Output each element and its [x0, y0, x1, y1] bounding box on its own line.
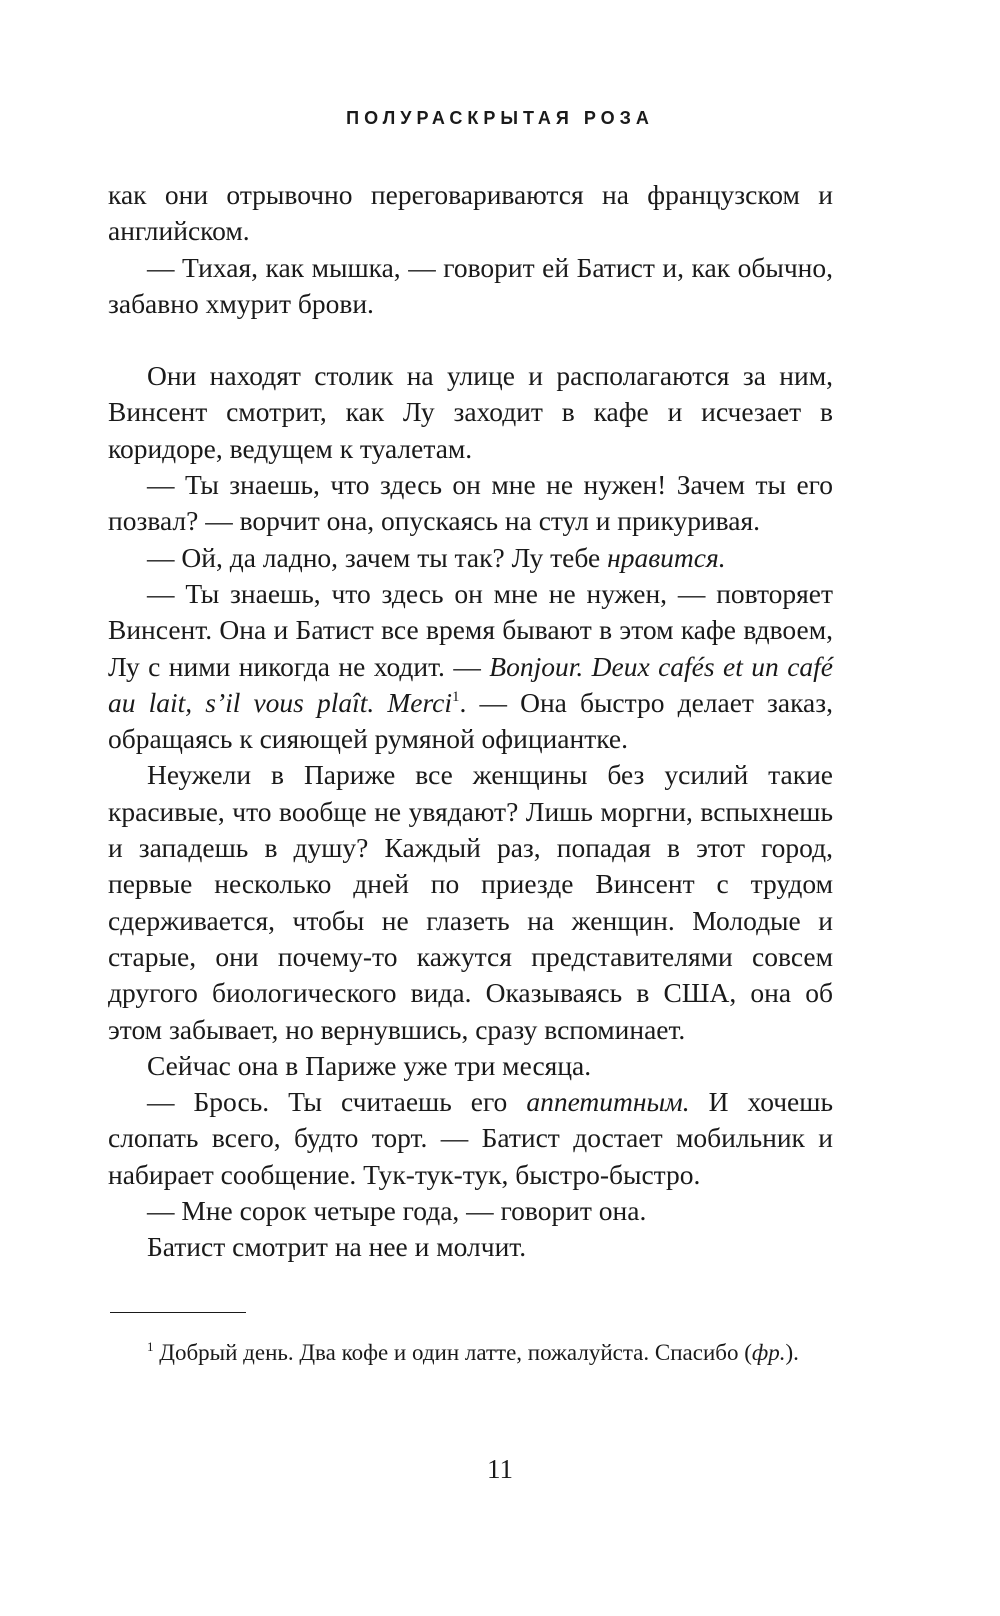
text-span: Добрый день. Два кофе и один латте, пожалуйста. Спасибо ( — [153, 1340, 752, 1365]
paragraph: Неужели в Париже все женщины без усилий такие красивые, что вообще не увядают? Лишь моргни, вспыхнешь и западешь в душу? Каждый раз, попадая в этот город, первые несколько дней по приезде Винсент с трудом сдерживается, чтобы не глазеть на женщин. Молодые и старые, они почему-то кажутся представителями совсем другого биологического вида. Оказываясь в США, она об этом забывает, но вернувшись, сразу вспоминает. — [108, 759, 833, 1045]
text-span: . — Она быстро делает заказ, обращаясь к сияющей румяной официантке. — [108, 686, 833, 755]
paragraph: Батист смотрит на нее и молчит. — [147, 1231, 527, 1263]
paragraph — [108, 576, 833, 757]
footnote-reference: 1 — [452, 688, 460, 705]
main-text — [108, 177, 833, 1266]
paragraph: как они отрывочно переговариваются на французском и английском. — [108, 179, 833, 247]
text-span: ). — [785, 1340, 799, 1365]
page-number: 11 — [487, 1454, 513, 1484]
italic-text: Bonjour. Deux cafés et un café au lait, s’il vous plaît. Merci — [108, 650, 833, 718]
footnote — [108, 1336, 833, 1370]
paragraph: — Мне сорок четыре года, — говорит она. — [147, 1195, 647, 1227]
footnote-marker: 1 — [147, 1338, 154, 1354]
text-span: — Ой, да ладно, зачем ты так? Лу тебе — [147, 541, 608, 573]
paragraph — [108, 1084, 833, 1193]
paragraph: Они находят столик на улице и располагаются за ним, Винсент смотрит, как Лу заходит в кафе и исчезает в коридоре, ведущем к туалетам. — [108, 360, 833, 464]
paragraph: — Тихая, как мышка, — говорит ей Батист и, как обычно, забавно хмурит брови. — [108, 251, 833, 319]
text-span: — Брось. Ты считаешь его — [147, 1086, 527, 1118]
running-head: ПОЛУРАСКРЫТАЯ РОЗА — [346, 108, 654, 128]
paragraph — [108, 540, 833, 576]
text-span: И хочешь слопать всего, будто торт. — Батист достает мобильник и набирает сообщение. Тук-тук-тук, быстро-быстро. — [108, 1086, 833, 1190]
italic-text: нравится. — [607, 541, 726, 573]
paragraph: Сейчас она в Париже уже три месяца. — [147, 1049, 592, 1081]
italic-text: аппетитным. — [526, 1086, 690, 1118]
paragraph: — Ты знаешь, что здесь он мне не нужен! Зачем ты его позвал? — ворчит она, опускаясь на стул и прикуривая. — [108, 469, 833, 537]
footnote-divider — [110, 1312, 246, 1313]
text-span: — Ты знаешь, что здесь он мне не нужен, — повторяет Винсент. Она и Батист все время бывают в этом кафе вдвоем, Лу с ними никогда не ходит. — — [108, 577, 833, 682]
footnote-text — [108, 1336, 833, 1370]
italic-text: фр. — [751, 1340, 786, 1365]
